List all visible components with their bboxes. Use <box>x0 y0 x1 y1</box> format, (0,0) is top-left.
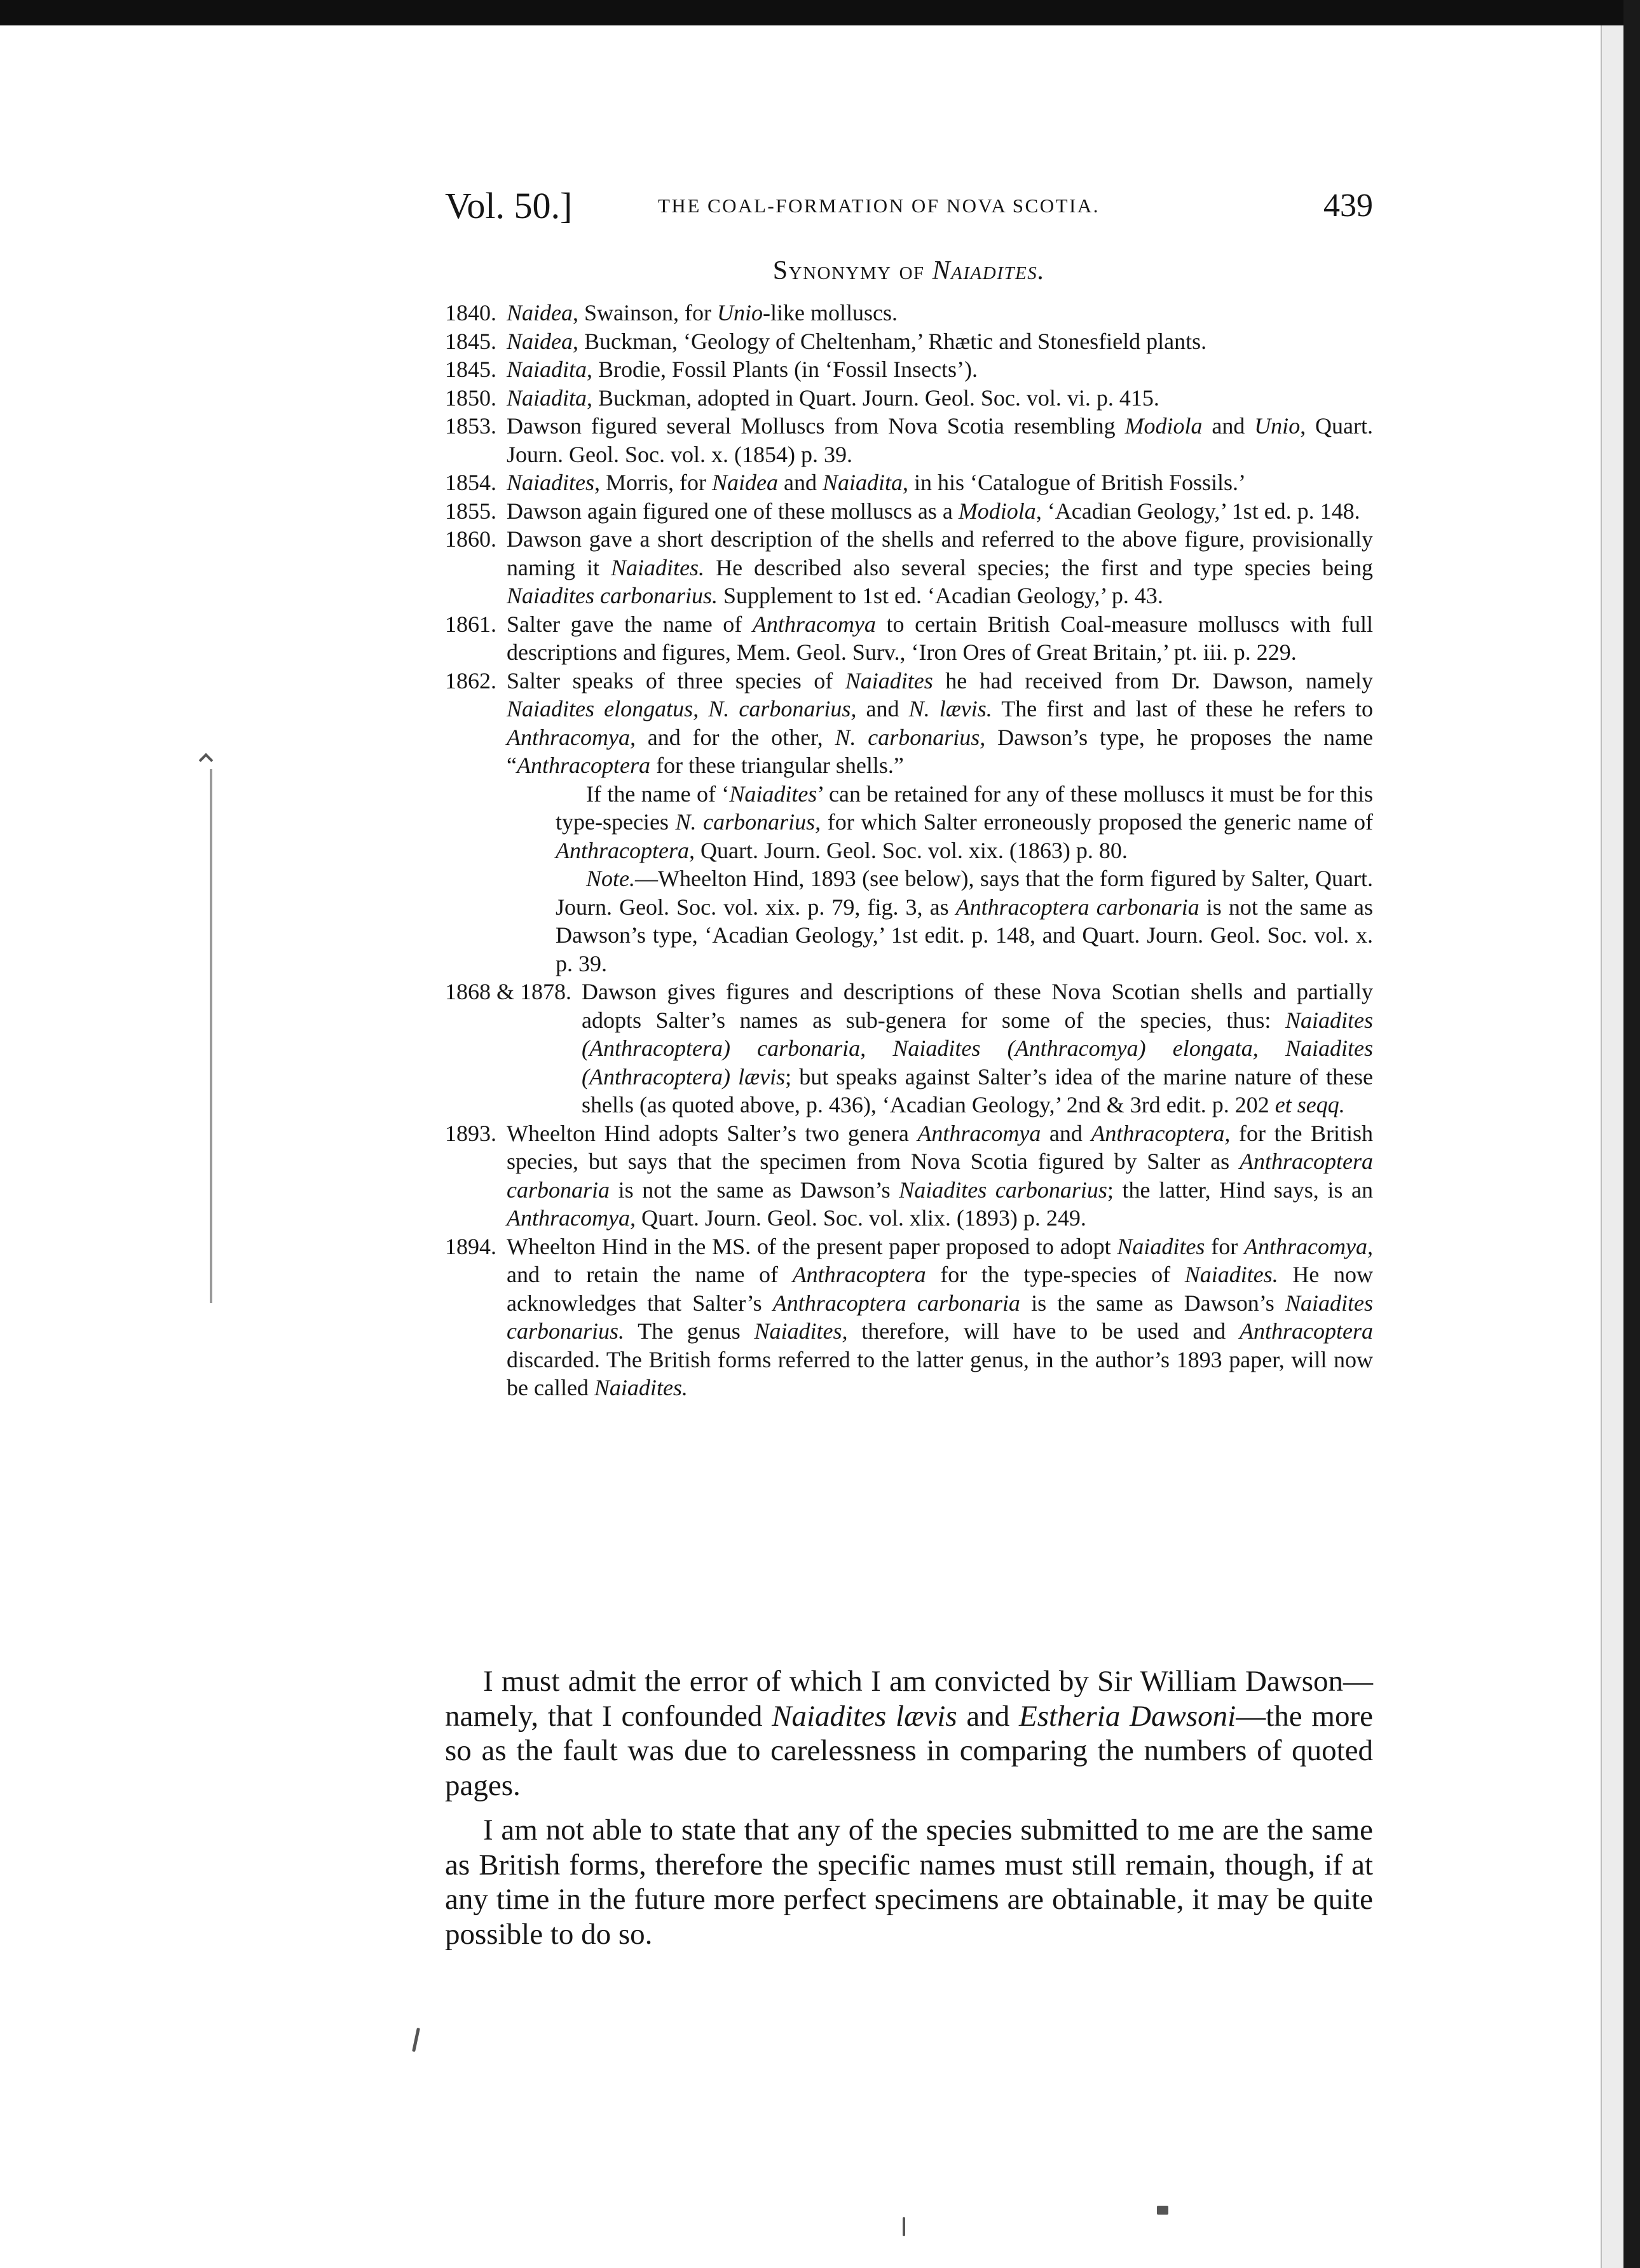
synonymy-entries-late <box>445 978 1373 1402</box>
entry-text <box>571 978 1373 1119</box>
text-run: he had received from Dr. Dawson, namely <box>933 667 1373 693</box>
italic-term: Anthracomya <box>917 1120 1041 1146</box>
text-run: and <box>957 1699 1020 1733</box>
text-run: He now acknowledges that Salter’s <box>507 1262 1373 1316</box>
text-run: , Morris, for <box>594 470 712 495</box>
text-run: —the more so as the fault was due to carelessness in comparing the numbers of quoted pages. <box>445 1699 1373 1802</box>
entry-year: 1861. <box>445 611 496 637</box>
synonymy-entry <box>445 299 1373 327</box>
entry-text <box>496 610 1373 667</box>
italic-term: Naidea <box>712 470 778 495</box>
text-run: is not the same as Dawson’s <box>610 1177 899 1203</box>
italic-term: Naiadites, <box>754 1318 848 1344</box>
text-run: Salter speaks of three species of <box>507 667 845 693</box>
italic-term: N. carbonarius, <box>835 724 986 750</box>
italic-term: Naiadita <box>507 385 587 411</box>
text-run: Wheelton Hind in the MS. of the present paper proposed to adopt <box>507 1233 1117 1259</box>
running-title: THE COAL-FORMATION OF NOVA SCOTIA. <box>658 195 1100 217</box>
synonymy-entry <box>445 468 1373 497</box>
italic-term: Estheria Dawsoni <box>1019 1699 1236 1733</box>
text-run: to certain British Coal-measure molluscs with full descriptions and figures, Mem. Geol. Surv., ‘Iron Ores of Great Britain,’ pt. iii. p. 229. <box>507 611 1373 665</box>
entry-year: 1860. <box>445 526 496 552</box>
italic-term: Naiadites carbonarius. <box>507 1290 1373 1344</box>
entry-year: 1850. <box>445 385 496 411</box>
text-run: is the same as Dawson’s <box>1020 1290 1285 1316</box>
italic-term: Unio <box>717 300 763 325</box>
scan-right-edge <box>1623 0 1640 2268</box>
text-run: , in his ‘Catalogue of British Fossils.’ <box>903 470 1247 495</box>
entry-year: 1840. <box>445 300 496 325</box>
text-run: for which Salter erroneously proposed the generic name of <box>821 809 1374 835</box>
italic-term: Naidea <box>507 300 573 325</box>
italic-term: Anthracoptera carbonaria <box>507 1149 1373 1203</box>
text-run: The first and last of these he refers to <box>992 696 1374 721</box>
synonymy-entry <box>445 355 1373 384</box>
synonymy-entries-early <box>445 299 1373 780</box>
text-run: ; the latter, Hind says, is an <box>1107 1177 1374 1203</box>
synonymy-entry <box>445 1233 1373 1402</box>
text-run: for the British species, but says that the specimen from Nova Scotia figured by Salter as <box>507 1120 1374 1174</box>
entry-year: 1845. <box>445 357 496 382</box>
section-title-prefix: Synonymy of <box>772 256 933 285</box>
volume-label: Vol. 50.] <box>445 185 573 226</box>
synonymy-entry <box>445 525 1373 610</box>
running-header <box>445 179 1373 233</box>
entry-year: 1845. <box>445 328 496 354</box>
scan-top-edge <box>0 0 1640 25</box>
text-run: If the name of ‘ <box>586 781 730 807</box>
margin-bracket-mark <box>199 753 214 768</box>
text-run: Supplement to 1st ed. ‘Acadian Geology,’ p. 43. <box>718 583 1163 608</box>
italic-term: et seqq. <box>1274 1092 1345 1117</box>
italic-term: Naiadites. <box>594 1375 688 1400</box>
text-run: and <box>856 696 909 721</box>
italic-term: Naiadites <box>1117 1233 1205 1259</box>
text-run: therefore, will have to be used and <box>847 1318 1240 1344</box>
text-run: , Swainson, for <box>573 300 717 325</box>
italic-term: Naiadites. <box>1184 1262 1278 1287</box>
entry-text <box>496 355 1373 384</box>
entry-year: 1893. <box>445 1120 496 1146</box>
italic-term: Naiadites <box>729 781 817 807</box>
italic-term: N. lævis. <box>908 696 992 721</box>
italic-term: Modiola <box>1124 413 1203 439</box>
synonymy-entry <box>445 667 1373 780</box>
synonymy-subparagraphs <box>445 780 1373 978</box>
text-run: Quart. Journ. Geol. Soc. vol. xix. (1863) p. 80. <box>694 837 1128 863</box>
entry-year: 1853. <box>445 413 496 439</box>
entry-year: 1854. <box>445 470 496 495</box>
text-run: and to retain the name of <box>507 1262 793 1287</box>
italic-term: Anthracoptera <box>1240 1318 1373 1344</box>
scan-speck <box>412 2028 420 2052</box>
entry-text <box>496 667 1373 780</box>
text-run: for <box>1205 1233 1245 1259</box>
italic-term: Naiadites lævis <box>772 1699 957 1733</box>
text-run: Dawson again figured one of these molluscs as a <box>507 498 959 524</box>
entry-year: 1868 & 1878. <box>445 979 572 1004</box>
entry-year: 1894. <box>445 1233 496 1259</box>
entry-text <box>496 1233 1373 1402</box>
text-run: and for the other, <box>635 724 835 750</box>
synonymy-list <box>445 299 1373 1402</box>
text-run: ’ can be retained for any of these molluscs it must be for this type-species <box>556 781 1373 835</box>
italic-term: Naiadites carbonarius <box>899 1177 1107 1203</box>
entry-subparagraph <box>445 864 1373 978</box>
synonymy-entry <box>445 1119 1373 1233</box>
italic-term: Naiadites carbonarius. <box>507 583 718 608</box>
text-run: for the type-species of <box>926 1262 1185 1287</box>
italic-term: Naidea <box>507 328 573 354</box>
entry-text <box>496 412 1373 468</box>
body-text <box>445 1664 1373 1962</box>
text-run: —Wheelton Hind, 1893 (see below), says that the form figured by Salter, Quart. Journ. Geol. Soc. vol. xix. p. 79, fig. 3, as <box>556 866 1373 920</box>
italic-term: Naiadita <box>507 357 587 382</box>
italic-term: Anthracomya, <box>507 1205 636 1231</box>
text-run: The genus <box>624 1318 755 1344</box>
margin-bracket-line <box>210 769 212 1303</box>
italic-term: Note. <box>586 866 635 891</box>
text-run: Salter gave the name of <box>507 611 753 637</box>
entry-text <box>496 525 1373 610</box>
text-run: , ‘Acadian Geology,’ 1st ed. p. 148. <box>1035 498 1360 524</box>
italic-term: Anthracomya, <box>1244 1233 1373 1259</box>
entry-year: 1862. <box>445 667 496 693</box>
italic-term: Naiadites <box>845 667 933 693</box>
italic-term: Unio <box>1254 413 1301 439</box>
text-run: I am not able to state that any of the species submitted to me are the same as British forms, therefore the specific names must still remain, though, if at any time in the future more perfect specimens are obtainable, it may be quite possible to do so. <box>445 1814 1373 1951</box>
synonymy-entry <box>445 412 1373 468</box>
scan-speck <box>1157 2206 1168 2215</box>
text-run: Dawson gives figures and descriptions of these Nova Scotian shells and partially adopts Salter’s names as sub-genera for some of the species, thus: <box>582 979 1373 1033</box>
text-run: , Buckman, adopted in Quart. Journ. Geol. Soc. vol. vi. p. 415. <box>587 385 1159 411</box>
page-number: 439 <box>1323 188 1373 224</box>
text-run: and <box>1041 1120 1091 1146</box>
italic-term: Modiola <box>958 498 1036 524</box>
synonymy-entry <box>445 610 1373 667</box>
text-run: , Buckman, ‘Geology of Cheltenham,’ Rhætic and Stonesfield plants. <box>573 328 1207 354</box>
entry-text <box>496 384 1373 413</box>
synonymy-entry <box>445 497 1373 526</box>
text-run: and <box>1202 413 1255 439</box>
entry-text <box>496 299 1373 327</box>
scan-speck <box>903 2217 905 2236</box>
italic-term: N. carbonarius, <box>675 809 821 835</box>
text-run: Dawson gave a short description of the shells and referred to the above figure, provisionally naming it <box>507 526 1373 580</box>
text-run: , Quart. Journ. Geol. Soc. vol. x. (1854) p. 39. <box>507 413 1373 467</box>
entry-subparagraph <box>445 780 1373 865</box>
text-run: is not the same as Dawson’s type, ‘Acadian Geology,’ 1st edit. p. 148, and Quart. Journ. Geol. Soc. vol. x. p. 39. <box>556 894 1373 976</box>
italic-term: Anthracoptera carbonaria <box>955 894 1199 920</box>
text-run: discarded. The British forms referred to the latter genus, in the author’s 1893 paper, will now be called <box>507 1346 1373 1400</box>
entry-text <box>496 468 1373 497</box>
text-run: Dawson figured several Molluscs from Nova Scotia resembling <box>507 413 1125 439</box>
italic-term: Naiadites (Anthracoptera) carbonaria, Naiadites (Anthracomya) elongata, Naiadites (Anthracoptera) lævis <box>582 1007 1373 1090</box>
italic-term: Naiadites. <box>611 554 705 580</box>
entry-year: 1855. <box>445 498 496 524</box>
synonymy-entry <box>445 327 1373 356</box>
italic-term: Naiadites elongatus, N. carbonarius, <box>507 696 857 721</box>
text-run: I must admit the error of which I am convicted by Sir William Dawson—namely, that I confounded <box>445 1665 1373 1733</box>
text-run: ; but speaks against Salter’s idea of the marine nature of these shells (as quoted above, p. 436), ‘Acadian Geology,’ 2nd & 3rd edit. p. 202 <box>582 1063 1373 1117</box>
italic-term: Anthracomya, <box>507 724 636 750</box>
text-run: and <box>778 470 823 495</box>
text-run: for these triangular shells.” <box>650 753 904 778</box>
section-title <box>445 250 1373 291</box>
italic-term: Anthracoptera <box>792 1262 926 1287</box>
italic-term: Naiadita <box>822 470 903 495</box>
text-run: Wheelton Hind adopts Salter’s two genera <box>507 1120 918 1146</box>
synonymy-entry <box>445 384 1373 413</box>
italic-term: Anthracoptera, <box>556 837 695 863</box>
entry-text <box>496 497 1373 526</box>
body-paragraph <box>445 1664 1373 1803</box>
synonymy-entry <box>445 978 1373 1119</box>
text-run: Quart. Journ. Geol. Soc. vol. xlix. (1893) p. 249. <box>635 1205 1086 1231</box>
text-run: -like molluscs. <box>763 300 898 325</box>
italic-term: Naiadites <box>507 470 595 495</box>
text-run: Dawson’s type, he proposes the name “ <box>507 724 1373 778</box>
text-run: , Brodie, Fossil Plants (in ‘Fossil Insects’). <box>587 357 978 382</box>
italic-term: Anthracoptera <box>516 753 650 778</box>
italic-term: Anthracoptera, <box>1091 1120 1231 1146</box>
section-title-genus: Naiadites. <box>932 256 1046 285</box>
scan-page-margin <box>1601 25 1623 2268</box>
italic-term: Anthracomya <box>752 611 876 637</box>
body-paragraph <box>445 1813 1373 1951</box>
entry-text <box>496 327 1373 356</box>
entry-text <box>496 1119 1373 1233</box>
text-run: He described also several species; the first and type species being <box>704 554 1373 580</box>
italic-term: Anthracoptera carbonaria <box>772 1290 1020 1316</box>
